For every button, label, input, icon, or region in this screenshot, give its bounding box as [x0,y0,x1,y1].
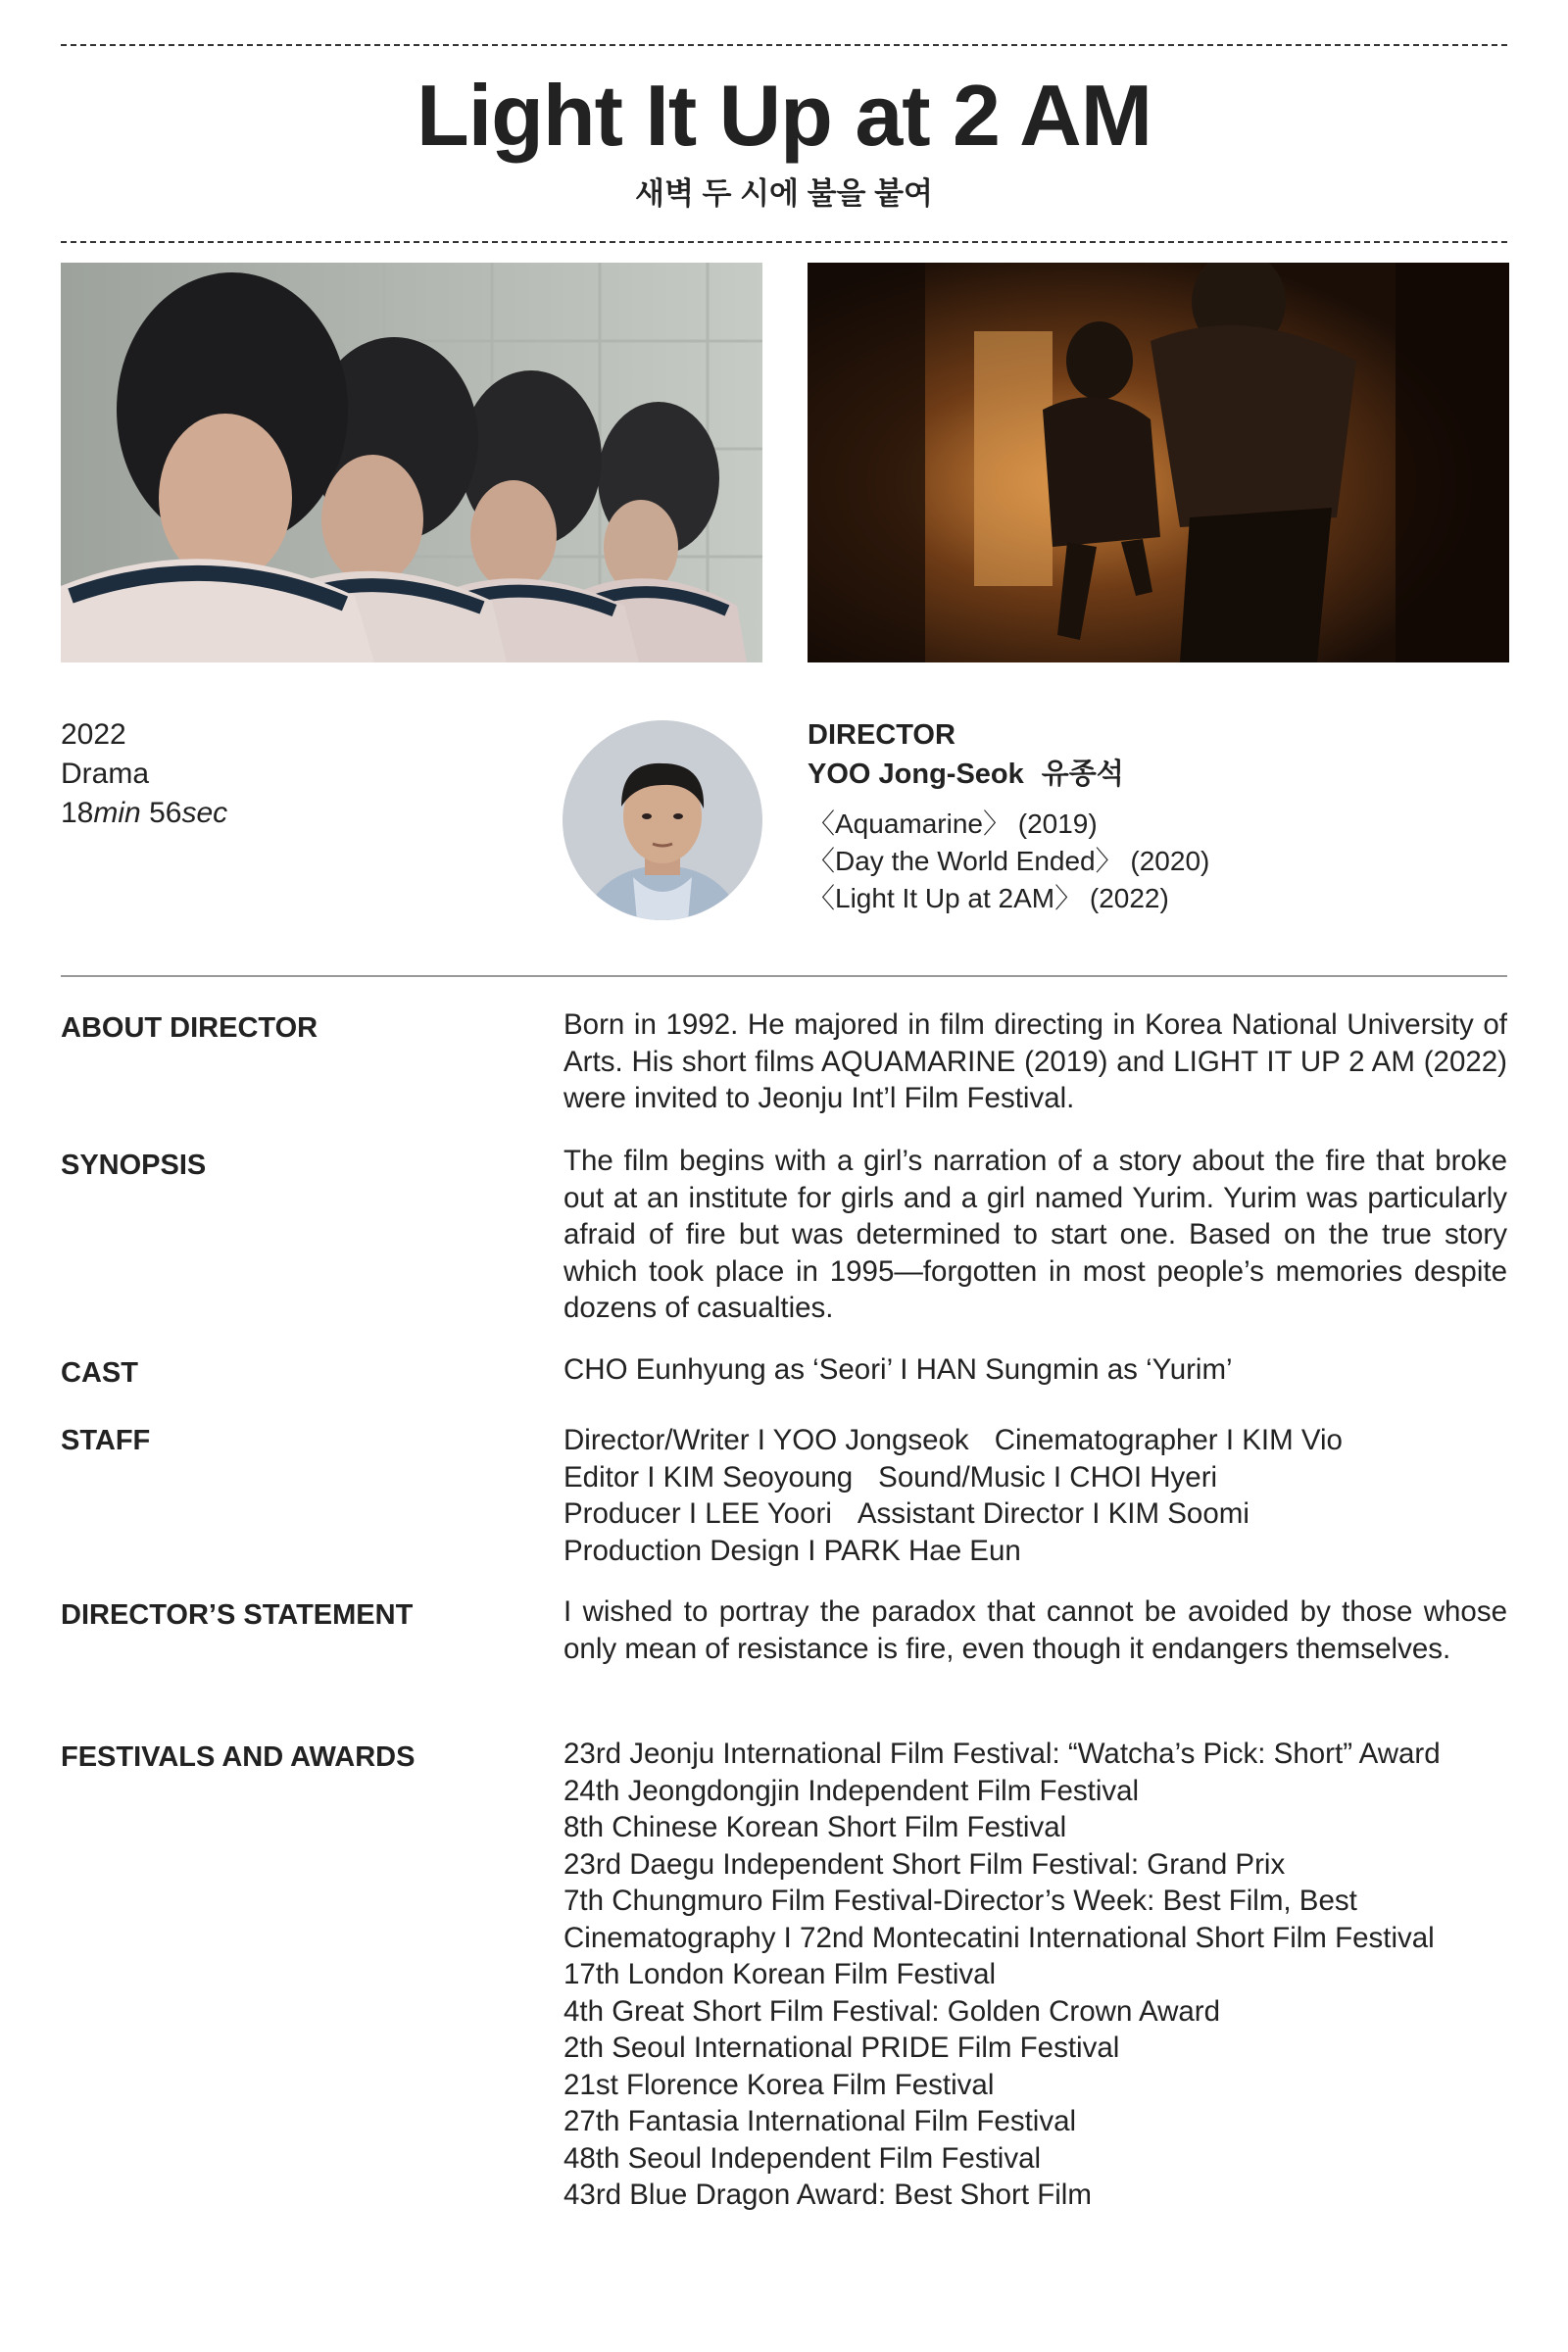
staff-list [564,1422,1507,1569]
staff-credit: Assistant Director I KIM Soomi [857,1497,1250,1530]
title-bottom-dashed-divider [61,241,1507,243]
staff-line [564,1533,1507,1570]
cast-text: CHO Eunhyung as ‘Seori’ I HAN Sungmin as ‘Yurim’ [564,1353,1233,1386]
staff-line [564,1495,1507,1533]
staff-credit: Editor I KIM Seoyoung [564,1460,854,1494]
top-dashed-divider [61,44,1507,46]
festival-item: 24th Jeongdongjin Independent Film Festival [564,1774,1140,1807]
statement-label: DIRECTOR’S STATEMENT [61,1599,414,1631]
synopsis-text: The film begins with a girl’s narration of a story about the fire that broke out at an institute for girls and a girl named Yurim. Yurim was particularly afraid of fire but was determined to start one. Based on the true story which took place in 1995—forgotten in most people’s memories despite dozens of casualties. [564,1145,1507,1324]
still-running-hallway [808,263,1509,662]
festival-item: 21st Florence Korea Film Festival [564,2068,995,2101]
festival-item: 43rd Blue Dragon Award: Best Short Film [564,2179,1092,2211]
festival-item: 7th Chungmuro Film Festival-Director’s Week: Best Film, Best [564,1885,1357,1917]
festival-item: 48th Seoul Independent Film Festival [564,2141,1042,2175]
staff-label: STAFF [61,1425,151,1456]
staff-line [564,1422,1507,1459]
staff-credit: Director/Writer I YOO Jongseok [564,1424,969,1456]
staff-credit: Producer I LEE Yoori [564,1497,832,1530]
runtime-seconds-unit: sec [181,797,228,829]
director-filmography [808,806,1507,917]
director-info [808,715,1507,917]
filmography-item: 〈Aquamarine〉 (2019) [808,808,1098,839]
still-girls-bowing [61,263,762,662]
statement-text: I wished to portray the paradox that cannot be avoided by those whose only mean of resistance is fire, even though it endangers themselves. [564,1595,1507,1665]
festival-item: 8th Chinese Korean Short Film Festival [564,1811,1067,1843]
director-portrait [563,720,762,920]
festival-item: 4th Great Short Film Festival: Golden Crown Award [564,1994,1221,2028]
festival-item: 17th London Korean Film Festival [564,1958,997,1990]
director-role-label: DIRECTOR [808,719,956,751]
film-runtime [61,794,227,833]
filmography-item: 〈Light It Up at 2AM〉 (2022) [808,883,1169,913]
staff-credit: Cinematographer I KIM Vio [994,1424,1343,1456]
cast-label: CAST [61,1357,138,1389]
section-divider [61,975,1507,977]
film-title-korean: 새벽 두 시에 불을 붙여 [635,176,933,211]
film-year: 2022 [61,718,126,751]
staff-line [564,1459,1507,1496]
director-name: YOO Jong-Seok [808,759,1024,790]
runtime-minutes: 18 [61,797,94,829]
festival-item: Cinematography I 72nd Montecatini International Short Film Festival [564,1921,1435,1954]
film-meta [61,715,227,833]
director-name-line [808,755,1507,794]
festivals-list [564,1736,1507,2214]
runtime-minutes-unit: min [93,797,141,829]
film-title: Light It Up at 2 AM [416,67,1152,164]
festivals-label: FESTIVALS AND AWARDS [61,1741,416,1773]
runtime-seconds: 56 [149,797,182,829]
synopsis-label: SYNOPSIS [61,1150,207,1181]
staff-credit: Production Design I PARK Hae Eun [564,1534,1021,1567]
about-director-label: ABOUT DIRECTOR [61,1012,318,1044]
festival-item: 23rd Daegu Independent Short Film Festival: Grand Prix [564,1847,1286,1881]
filmography-item: 〈Day the World Ended〉 (2020) [808,846,1210,876]
film-genre: Drama [61,758,150,790]
about-director-text: Born in 1992. He majored in film directing in Korea National University of Arts. His short films AQUAMARINE (2019) and LIGHT IT UP 2 AM (2022) were invited to Jeonju Int’l Film Festival. [564,1008,1507,1114]
staff-credit: Sound/Music I CHOI Hyeri [878,1460,1218,1494]
festival-item: 23rd Jeonju International Film Festival: “Watcha’s Pick: Short” Award [564,1738,1441,1770]
festival-item: 27th Fantasia International Film Festival [564,2105,1077,2137]
festival-item: 2th Seoul International PRIDE Film Festival [564,2032,1120,2064]
director-name-korean: 유종석 [1041,759,1124,790]
